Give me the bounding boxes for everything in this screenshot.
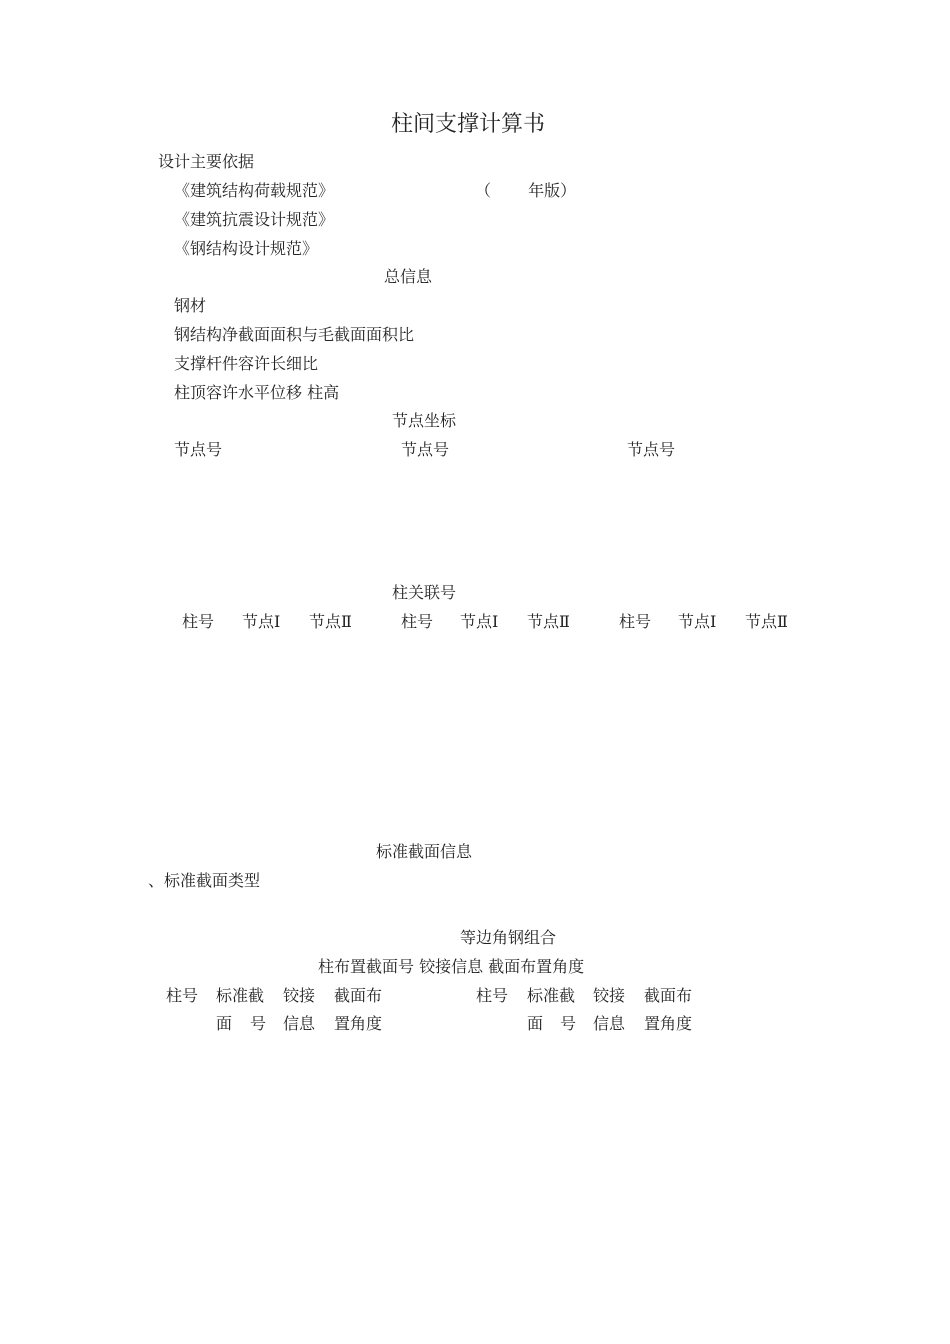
column-links-header: 节点Ⅱ xyxy=(527,612,570,631)
basis-heading: 设计主要依据 xyxy=(158,152,255,171)
section-table-header: 柱号 xyxy=(166,986,199,1005)
section-table-header: 面 xyxy=(527,1014,544,1033)
section-table-header: 铰接 xyxy=(283,986,316,1005)
column-links-header: 节点Ⅰ xyxy=(242,612,281,631)
column-links-header: 节点Ⅰ xyxy=(678,612,717,631)
std-section-heading: 标准截面信息 xyxy=(376,842,473,861)
general-item: 支撑杆件容许长细比 xyxy=(174,354,319,373)
column-links-header: 柱号 xyxy=(401,612,434,631)
section-table-header: 面 xyxy=(216,1014,233,1033)
section-table-header: 铰接 xyxy=(593,986,626,1005)
section-table-header: 号 xyxy=(560,1014,577,1033)
std-section-layout-caption: 柱布置截面号 铰接信息 截面布置角度 xyxy=(318,957,585,976)
basis-item: 《建筑抗震设计规范》 xyxy=(174,210,335,229)
section-table-header: 信息 xyxy=(283,1014,316,1033)
section-table-header: 置角度 xyxy=(644,1014,693,1033)
section-table-header: 标准截 xyxy=(527,986,576,1005)
page-title: 柱间支撑计算书 xyxy=(391,112,546,137)
general-item: 钢材 xyxy=(174,296,207,315)
section-table-header: 信息 xyxy=(593,1014,626,1033)
column-links-header: 节点Ⅱ xyxy=(745,612,788,631)
node-coords-heading: 节点坐标 xyxy=(392,411,457,430)
column-links-header: 柱号 xyxy=(182,612,215,631)
column-links-header: 节点Ⅱ xyxy=(309,612,352,631)
general-item: 钢结构净截面面积与毛截面面积比 xyxy=(174,325,415,344)
column-links-header: 节点Ⅰ xyxy=(460,612,499,631)
column-links-header: 柱号 xyxy=(619,612,652,631)
column-links-heading: 柱关联号 xyxy=(392,583,457,602)
basis-item: 《建筑结构荷载规范》 xyxy=(174,181,335,200)
section-table-header: 截面布 xyxy=(644,986,693,1005)
node-coords-column-header: 节点号 xyxy=(174,440,223,459)
section-table-header: 截面布 xyxy=(334,986,383,1005)
general-heading: 总信息 xyxy=(384,267,433,286)
node-coords-column-header: 节点号 xyxy=(401,440,450,459)
general-item: 柱顶容许水平位移 柱高 xyxy=(174,383,340,402)
std-section-type-name: 等边角钢组合 xyxy=(460,928,557,947)
std-section-subheading: 、标准截面类型 xyxy=(148,871,261,890)
section-table-header: 柱号 xyxy=(476,986,509,1005)
node-coords-column-header: 节点号 xyxy=(627,440,676,459)
section-table-header: 号 xyxy=(250,1014,267,1033)
basis-item: 《钢结构设计规范》 xyxy=(174,239,319,258)
section-table-header: 置角度 xyxy=(334,1014,383,1033)
section-table-header: 标准截 xyxy=(216,986,265,1005)
load-code-edition: （ 年版） xyxy=(475,181,577,200)
